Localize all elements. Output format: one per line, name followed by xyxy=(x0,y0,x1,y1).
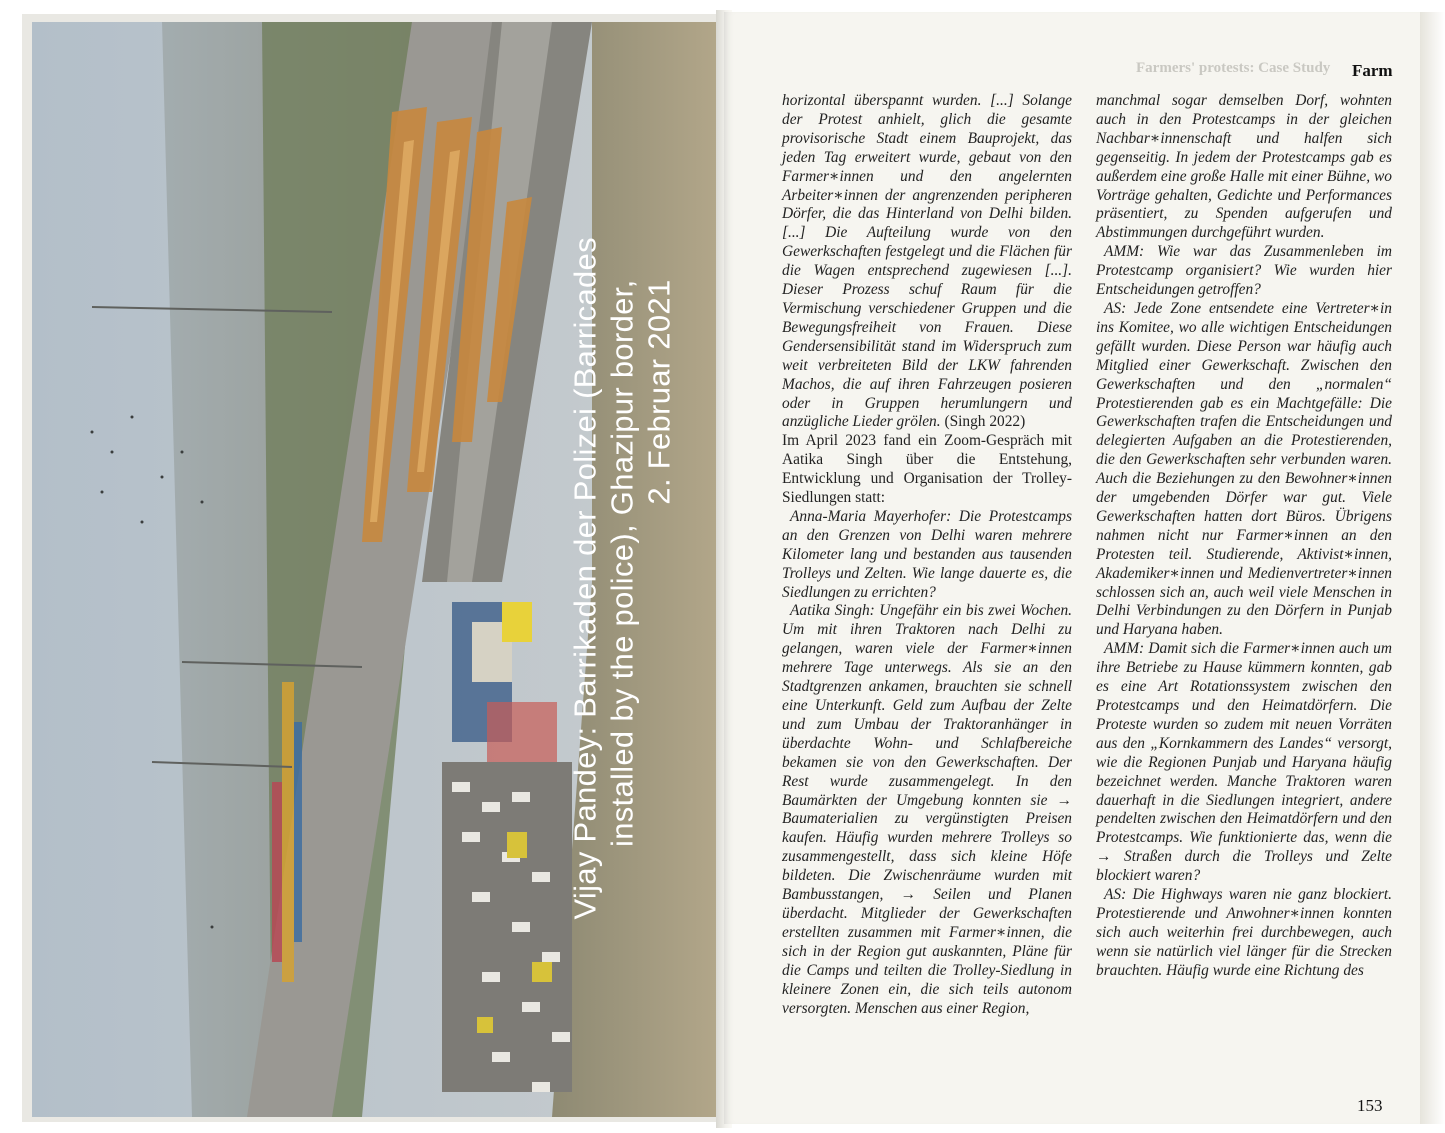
paragraph: Anna-Maria Mayerhofer: Die Protestcamps an den Grenzen von Delhi waren mehrere Kilometer lang und bestanden aus tausenden Trolleys und Zelten. Wie lange dauerte es, die Siedlungen zu errichten? xyxy=(782,507,1072,601)
paragraph: AMM: Damit sich die Farmer∗innen auch um ihre Betriebe zu Hause kümmern konnten, gab es eine Art Rotationssystem zwischen den Protestcamps und den Heimatdörfern. Die Proteste wurden so zudem mit neuen Vorräten aus den „Kornkammern des Landes“ versorgt, wie die Regionen Punjab und Haryana häufig bezeichnet werden. Manche Traktoren waren dauerhaft in die Siedlungen integriert, andere pendelten zwischen den Heimatdörfern und den Protestcamps. Wie funktionierte das, wenn die → Straßen durch die Trolleys und Zelte blockiert waren? xyxy=(1096,640,1392,885)
show-through-text: Farmers' protests: Case Study xyxy=(1136,60,1331,76)
text-column-right xyxy=(1096,92,1392,981)
caption-line-2: installed by the police), Ghazipur border, xyxy=(604,279,640,847)
caption-line-3: 2. Februar 2021 xyxy=(641,279,677,505)
citation: (Singh 2022) xyxy=(940,413,1026,431)
left-page xyxy=(22,14,720,1122)
right-page xyxy=(724,12,1420,1124)
paragraph: AMM: Wie war das Zusammenleben im Protestcamp organisiert? Wie wurden hier Entscheidungen getroffen? xyxy=(1096,243,1392,299)
paragraph: manchmal sogar demselben Dorf, wohnten auch in den Protestcamps in der gleichen Nachbar∗innenschaft und halfen sich gegenseitig. In jedem der Protestcamps gab es außerdem eine große Halle mit einer Bühne, wo Vorträge gehalten, Gedichte und Performances präsentiert, zu Spenden aufgerufen und Abstimmungen durchgeführt wurden. xyxy=(1096,92,1392,242)
paragraph: Aatika Singh: Ungefähr ein bis zwei Wochen. Um mit ihren Traktoren nach Delhi zu gelangen, waren viele der Farmer∗innen mehrere Tage unterwegs. Als sie an den Stadtgrenzen ankamen, brauchten sie schnell eine Unterkunft. Geld zum Aufbau der Zelte und zum Umbau der Traktoranhänger in überdachte Wohn- und Schlafbereiche bekamen sie von den Gewerkschaften. Der Rest wurde zusammengelegt. In den Baumärkten der Umgebung konnten sie → Baumaterialien zu vergünstigten Preisen kaufen. Häufig wurden mehrere Trolleys so zusammengestellt, dass sich kleine Höfe bildeten. Die Zwischenräume wurden mit Bambusstangen, → Seilen und Planen überdacht. Mitglieder der Gewerkschaften erstellten zusammen mit Farmer∗innen, die sich in der Region gut auskannten, Pläne für die Camps und teilten die Trolley-Siedlung in kleinere Zonen ein, die sich teils autonom versorgten. Menschen aus einer Region, xyxy=(782,602,1072,1017)
paragraph: Im April 2023 fand ein Zoom-Gespräch mit Aatika Singh über die Entstehung, Entwicklung und Organisation der Trolley-Siedlungen statt: xyxy=(782,432,1072,507)
page-edge xyxy=(1420,12,1445,1124)
text-column-left xyxy=(782,92,1072,1018)
running-head: Farm xyxy=(1352,61,1393,80)
page-number: 153 xyxy=(1357,1096,1383,1115)
paragraph: AS: Jede Zone entsendete eine Vertreter∗in ins Komitee, wo alle wichtigen Entscheidungen gefällt wurden. Diese Person war häufig auch Mitglied einer Gewerkschaft. Zwischen den Gewerkschaften und den „normalen“ Protestierenden gab es ein Machtgefälle: Die Gewerkschaften trafen die Entscheidungen und delegierten Aufgaben an die Protestierenden, die den Gewerkschaften sehr verbunden waren. Auch die Beziehungen zu den Bewohner∗innen der umgebenden Dörfer war gut. Viele Gewerkschaften hatten dort Büros. Übrigens nahmen nicht nur Farmer∗innen an den Protesten teil. Studierende, Aktivist∗innen, Akademiker∗innen und Medienvertreter∗innen schlossen sich an, auch weil viele Menschen in Delhi Verbindungen zu den Dörfern in Punjab und Haryana haben. xyxy=(1096,299,1392,639)
caption-line-1: Vijay Pandey: Barrikaden der Polizei (Barricades xyxy=(567,237,603,920)
paragraph: AS: Die Highways waren nie ganz blockiert. Protestierende und Anwohner∗innen konnten sich auch weiterhin frei durchbewegen, auch wenn sie natürlich viel länger für die Strecken brauchten. Häufig wurde eine Richtung des xyxy=(1096,886,1392,979)
paragraph: horizontal überspannt wurden. [...] Solange der Protest anhielt, glich die gesamte provisorische Stadt einem Bauprojekt, das jeden Tag erweitert wurde, gebaut von den Farmer∗innen und den angelernten Arbeiter∗innen der angrenzenden peripheren Dörfer, die das Hinterland von Delhi bilden. [...] Die Aufteilung wurde von den Gewerkschaften festgelegt und die Flächen für die Wagen entsprechend zugewiesen [...]. Dieser Prozess schuf Raum für die Vermischung verschiedener Gruppen und die Bewegungsfreiheit von Frauen. Diese Gendersensibilität stand im Widerspruch zum weit verbreiteten Bild der LKW fahrenden Machos, die auf ihren Fahrzeugen posieren oder in Gruppen herumlungern und anzügliche Lieder grölen. xyxy=(782,92,1072,431)
